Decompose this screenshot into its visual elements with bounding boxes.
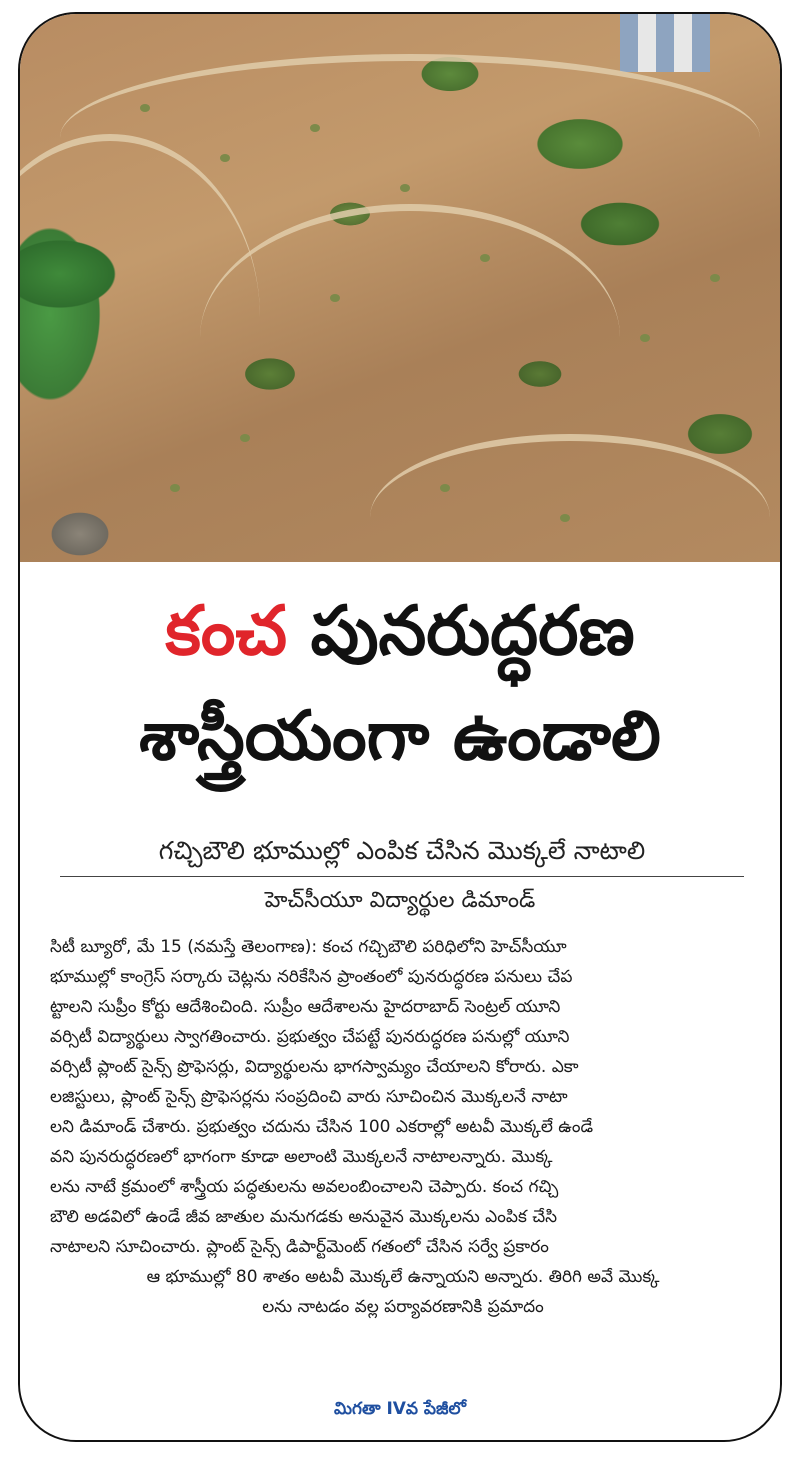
headline-line-2: శాస్త్రీయంగా ఉండాలి bbox=[139, 697, 661, 776]
body-line: భూముల్లో కాంగ్రెస్ సర్కారు చెట్లను నరికేసిన ప్రాంతంలో పునరుద్ధరణ పనులు చేప bbox=[50, 967, 573, 987]
body-line: ఆ భూముల్లో 80 శాతం అటవీ మొక్కలే ఉన్నాయని అన్నారు. తిరిగి అవే మొక్క bbox=[146, 1267, 660, 1287]
shrub bbox=[330, 294, 340, 302]
article-body bbox=[50, 932, 756, 1322]
shrub bbox=[170, 484, 180, 492]
divider bbox=[60, 876, 744, 877]
dirt-road bbox=[200, 204, 620, 471]
shrub bbox=[640, 334, 650, 342]
body-line: వర్సిటీ ప్లాంట్ సైన్స్ ప్రొఫెసర్లు, విద్యార్థులను భాగస్వామ్యం చేయాలని కోరారు. ఎకా bbox=[50, 1057, 579, 1077]
body-line: వని పునరుద్ధరణలో భాగంగా కూడా అలాంటి మొక్కలనే నాటాలన్నారు. మొక్క bbox=[50, 1147, 553, 1167]
body-line: లని డిమాండ్ చేశారు. ప్రభుత్వం చదును చేసిన 100 ఎకరాల్లో అటవీ మొక్కలే ఉండే bbox=[50, 1117, 594, 1137]
kicker: హెచ్‌సీయూ విద్యార్థుల డిమాండ్ bbox=[264, 888, 536, 913]
headline-accent-word: కంచ bbox=[165, 592, 287, 671]
shrub bbox=[240, 434, 250, 442]
shrub bbox=[140, 104, 150, 112]
body-line: ట్టాలని సుప్రీం కోర్టు ఆదేశించింది. సుప్రీం ఆదేశాలను హైదరాబాద్ సెంట్రల్ యూని bbox=[50, 997, 561, 1017]
apartment-building bbox=[620, 14, 710, 72]
shrub bbox=[440, 484, 450, 492]
shrub bbox=[480, 254, 490, 262]
shrub bbox=[560, 514, 570, 522]
dirt-road bbox=[370, 434, 770, 601]
continued-on-page-label: మిగతా IVవ పేజీలో bbox=[334, 1399, 466, 1419]
shrub bbox=[710, 274, 720, 282]
headline-line-1-rest: పునరుద్ధరణ bbox=[287, 592, 635, 671]
body-line: నాటాలని సూచించారు. ప్లాంట్ సైన్స్ డిపార్ట్‌మెంట్ గతంలో చేసిన సర్వే ప్రకారం bbox=[50, 1237, 549, 1257]
body-line: లను నాటే క్రమంలో శాస్త్రీయ పద్ధతులను అవలంబించాలని చెప్పారు. కంచ గచ్చి bbox=[50, 1177, 559, 1197]
body-line: వర్సిటీ విద్యార్థులు స్వాగతించారు. ప్రభుత్వం చేపట్టే పునరుద్ధరణ పనుల్లో యూని bbox=[50, 1027, 570, 1047]
news-clipping bbox=[18, 12, 782, 1442]
body-line: లజిస్టులు, ప్లాంట్ సైన్స్ ప్రొఫెసర్లను సంప్రదించి వారు సూచించిన మొక్కలనే నాటా bbox=[50, 1087, 568, 1107]
headline-line-1 bbox=[20, 589, 780, 675]
shrub bbox=[400, 184, 410, 192]
shrub bbox=[310, 124, 320, 132]
shrub bbox=[220, 154, 230, 162]
subheadline: గచ్చిబౌలి భూముల్లో ఎంపిక చేసిన మొక్కలే నాటాలి bbox=[158, 836, 646, 865]
body-line: బౌలి అడవిలో ఉండే జీవ జాతుల మనుగడకు అనువైన మొక్కలను ఎంపిక చేసి bbox=[50, 1207, 558, 1227]
body-line: సిటీ బ్యూరో, మే 15 (నమస్తే తెలంగాణ): కంచ గచ్చిబౌలి పరిధిలోని హెచ్‌సీయూ bbox=[50, 937, 567, 957]
aerial-photo bbox=[20, 14, 780, 562]
body-line: లను నాటడం వల్ల పర్యావరణానికి ప్రమాదం bbox=[262, 1297, 544, 1317]
